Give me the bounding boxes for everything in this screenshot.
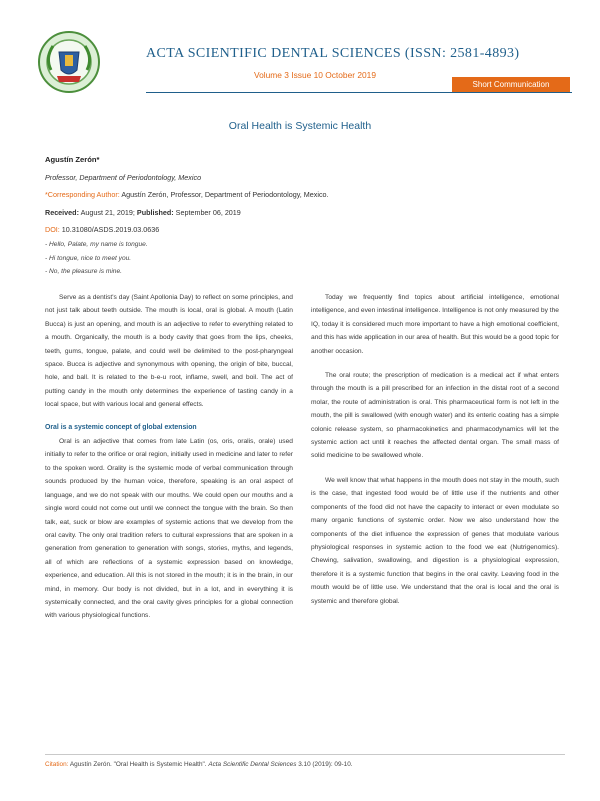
volume-issue-line: Volume 3 Issue 10 October 2019 bbox=[254, 70, 376, 80]
dialogue-line: - Hi tongue, nice to meet you. bbox=[45, 254, 132, 262]
header-divider bbox=[146, 92, 572, 93]
article-title: Oral Health is Systemic Health bbox=[228, 120, 372, 132]
body-paragraph: Oral is an adjective that comes from late Latin (os, oris, oralis, orale) used initially to refer to the orifice or oral region, initially used in medicine and later to refer to the spoken word. Orality is the systemic mode of verbal communication through sounds produced by the human voice, therefore, speaking is an oral aspect of language, and we do not speak with our mouths. We could open our mouths and a single word could not come out until we connect the tongue with the brain. So then talk, eat, suck or blow are examples of systemic actions that we develop from the oral cavity. The only oral tradition refers to cultural expressions that are spoken in a generation from generation to generation with songs, stories, myths, and legends, all of which are reflections of a systemic expression based on knowledge, experience, and education. All this is not stored in the mouth; it is in the brain, in our mind, in memory. Our body is not divided, but in a lot, and in everything it is systemically connected, and the oral cavity gives principles for a global connection with various physiological functions. bbox=[45, 438, 293, 620]
author-affiliation: Professor, Department of Periodontology, Mexico bbox=[45, 172, 202, 182]
left-column bbox=[45, 291, 293, 623]
published-label: Published: bbox=[136, 207, 174, 217]
opening-dialogue bbox=[45, 238, 345, 279]
section-heading: Oral is a systemic concept of global extension bbox=[45, 423, 197, 431]
article-type-badge: Short Communication bbox=[452, 77, 570, 92]
citation-text: Agustín Zerón. "Oral Health is Systemic Health". bbox=[68, 761, 209, 768]
corresponding-text: Agustín Zerón, Professor, Department of Periodontology, Mexico. bbox=[119, 190, 329, 199]
footer-divider bbox=[45, 754, 565, 755]
body-paragraph: Today we frequently find topics about artificial intelligence, emotional intelligence, and even intestinal intelligence. Intelligence is not only measured by the IQ, today it is considered much more important to have a high emotional coefficient, and this has wide application in our area of health. But this would be a good topic for another occasion. bbox=[311, 294, 559, 355]
corresponding-label: *Corresponding Author: bbox=[45, 190, 120, 199]
dates-line bbox=[45, 204, 565, 222]
right-column bbox=[311, 291, 559, 608]
dialogue-line: - No, the pleasure is mine. bbox=[45, 268, 122, 275]
journal-seal-icon bbox=[37, 30, 101, 94]
citation-line bbox=[45, 761, 565, 768]
dialogue-line: - Hello, Palate, my name is tongue. bbox=[45, 241, 148, 248]
body-paragraph: The oral route; the prescription of medication is a medical act if what enters through the mouth is a pill prescribed for an infection in the distal root of a second molar, the route of administration is oral. This pharmaceutical form is not left in the mouth, the pill is swallowed (with enough water) and its enteric coating has a simple colonic release system, so pharmacokinetics and pharmacodynamics will let the systemic action act until it reaches the affected dental organ. The small mass of solid medicine to be swallowed whole. bbox=[311, 372, 559, 460]
body-paragraph: Serve as a dentist's day (Saint Apollonia Day) to reflect on some principles, and not just talk about teeth outside. The mouth is local, oral is global. A mouth (Latin Bucca) is just an opening, and mouth is an adjective to refer to everything related to a mouth. Organically, the mouth is a body cavity that goes from the lips, cheeks, teeth, gums, tongue, palate, and could well be delimited to the post-pharyngeal space. Bucca is adjective and synonymous with opening, the origin of bite, buccal, hole, and ball. It is related to the b-e-u root, inflame, swell, and boil. The act of putting candy in the mouth only determines the experience of tasting candy in a local space, but with various local and general effects. bbox=[45, 294, 293, 409]
doi-link[interactable]: 10.31080/ASDS.2019.03.0636 bbox=[59, 225, 160, 234]
received-label: Received: bbox=[45, 207, 79, 217]
author-block bbox=[45, 151, 565, 239]
doi-line bbox=[45, 221, 565, 239]
author-name: Agustín Zerón* bbox=[45, 155, 100, 164]
body-paragraph: We well know that what happens in the mouth does not stay in the mouth, such is the case, that ingested food would be of little use if the nutrients and other components of the food did not have the capacity to interact or even modulate so many organic functions of systemic order. Now we also understand how the components of the diet influence the expression of genes that modulate various physiological responses in systemic action to the food we eat (Nutrigenomics). Chewing, salivation, swallowing, and digestion is a physiological expression, therefore it is a systemic function that begins in the oral cavity. Leaving food in the mouth would be of little use. We understand that the oral is local and the oral is systemic and therefore global. bbox=[311, 476, 559, 605]
corresponding-author bbox=[45, 186, 565, 204]
doi-label: DOI: bbox=[45, 225, 60, 234]
citation-journal: Acta Scientific Dental Sciences bbox=[208, 761, 297, 768]
published-date: September 06, 2019 bbox=[173, 207, 241, 217]
citation-label: Citation: bbox=[45, 761, 69, 768]
received-date: August 21, 2019; bbox=[78, 207, 137, 217]
citation-end: 3.10 (2019): 09-10. bbox=[296, 761, 353, 768]
journal-title: ACTA SCIENTIFIC DENTAL SCIENCES (ISSN: 2581-4893) bbox=[146, 46, 520, 61]
